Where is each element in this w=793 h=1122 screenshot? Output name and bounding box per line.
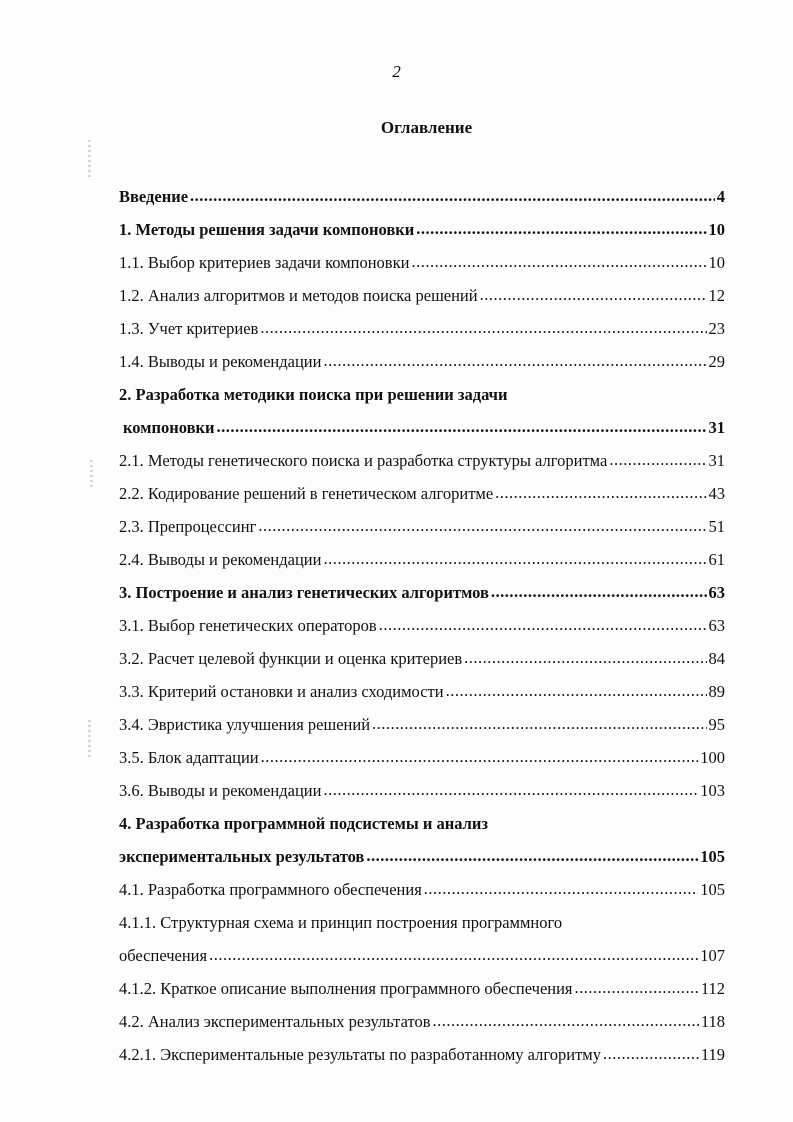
toc-entry-title: 3.4. Эвристика улучшения решений: [119, 714, 371, 734]
dot-leader: [379, 618, 707, 634]
toc-entry-title: 3.2. Расчет целевой функции и оценка критериев: [119, 648, 463, 668]
dot-leader: [495, 486, 706, 502]
toc-entry-title: 4.1. Разработка программного обеспечения: [119, 879, 422, 899]
dot-leader: [609, 453, 706, 469]
toc-entry: [119, 576, 725, 609]
toc-entry-page: 95: [708, 714, 725, 734]
dot-leader: [416, 222, 706, 238]
dot-leader: [323, 552, 706, 568]
toc-entry-title: 3.1. Выбор генетических операторов: [119, 615, 377, 635]
toc-entry: [119, 180, 725, 213]
toc-entry: [119, 642, 725, 675]
toc-entry: [119, 1005, 725, 1038]
toc-entry: [119, 741, 725, 774]
toc-entry-title: Введение: [119, 186, 189, 206]
toc-entry-page: 4: [716, 186, 725, 206]
dot-leader: [424, 882, 698, 898]
toc-entry-title: 2.3. Препроцессинг: [119, 516, 257, 536]
dot-leader: [323, 354, 706, 370]
dot-leader: [372, 717, 706, 733]
toc-entry: [119, 807, 725, 840]
scan-noise: [88, 140, 91, 180]
toc-entry-title: 2. Разработка методики поиска при решении задачи: [119, 384, 508, 404]
toc-entry: [119, 1038, 725, 1071]
dot-leader: [323, 783, 698, 799]
toc-entry-title: 1.4. Выводы и рекомендации: [119, 351, 322, 371]
toc-entry: [119, 774, 725, 807]
toc-entry-title: 2.2. Кодирование решений в генетическом алгоритме: [119, 483, 494, 503]
toc-entry-page: 51: [708, 516, 725, 536]
toc-entry-page: 31: [708, 450, 725, 470]
dot-leader: [433, 1014, 699, 1030]
toc-entry-page: 43: [708, 483, 725, 503]
toc-entry: [119, 246, 725, 279]
toc-entry: [119, 840, 725, 873]
toc-entry-title: 4.2. Анализ экспериментальных результатов: [119, 1011, 431, 1031]
dot-leader: [446, 684, 707, 700]
toc-entry: [119, 444, 725, 477]
toc-entry-page: 23: [708, 318, 725, 338]
toc-entry-page: 61: [708, 549, 725, 569]
toc-entry-title: 3. Построение и анализ генетических алгоритмов: [119, 582, 489, 602]
toc-entry: [119, 378, 725, 411]
toc-entry-title: 1.1. Выбор критериев задачи компоновки: [119, 252, 410, 272]
toc-entry-title: 3.3. Критерий остановки и анализ сходимости: [119, 681, 444, 701]
toc-entry-title: 4.2.1. Экспериментальные результаты по разработанному алгоритму: [119, 1044, 601, 1064]
toc-entry-title: 1.3. Учет критериев: [119, 318, 259, 338]
toc-entry-page: 103: [700, 780, 725, 800]
toc-entry-title: 2.1. Методы генетического поиска и разработка структуры алгоритма: [119, 450, 608, 470]
table-of-contents: [119, 180, 725, 1071]
dot-leader: [258, 519, 706, 535]
toc-entry-title: 2.4. Выводы и рекомендации: [119, 549, 322, 569]
toc-entry-page: 31: [708, 417, 725, 437]
dot-leader: [190, 189, 715, 205]
toc-entry-title: 1. Методы решения задачи компоновки: [119, 219, 415, 239]
toc-entry: [119, 708, 725, 741]
toc-entry-page: 12: [708, 285, 725, 305]
dot-leader: [260, 321, 706, 337]
toc-entry-title: обеспечения: [119, 945, 208, 965]
dot-leader: [366, 849, 698, 865]
toc-entry-title: 4.1.2. Краткое описание выполнения программного обеспечения: [119, 978, 573, 998]
dot-leader: [575, 981, 699, 997]
toc-entry: [119, 312, 725, 345]
toc-entry-page: 89: [708, 681, 725, 701]
dot-leader: [480, 288, 707, 304]
toc-entry-page: 107: [700, 945, 725, 965]
toc-entry-title: компоновки: [123, 417, 215, 437]
toc-entry: [119, 543, 725, 576]
toc-entry-title: 3.6. Выводы и рекомендации: [119, 780, 322, 800]
toc-entry: [119, 411, 725, 444]
dot-leader: [411, 255, 706, 271]
toc-entry-title: 4.1.1. Структурная схема и принцип построения программного: [119, 912, 563, 932]
dot-leader: [603, 1047, 699, 1063]
toc-entry-page: 84: [708, 648, 725, 668]
toc-entry-page: 105: [700, 879, 725, 899]
page-number: 2: [392, 62, 401, 81]
toc-title: Оглавление: [380, 118, 473, 137]
toc-entry-page: 100: [700, 747, 725, 767]
toc-entry: [119, 609, 725, 642]
dot-leader: [464, 651, 706, 667]
toc-entry: [119, 939, 725, 972]
toc-entry: [119, 213, 725, 246]
dot-leader: [491, 585, 707, 601]
toc-entry: [119, 972, 725, 1005]
scan-noise: [90, 460, 93, 490]
toc-entry-page: 29: [708, 351, 725, 371]
toc-entry-page: 105: [700, 846, 725, 866]
toc-entry: [119, 477, 725, 510]
toc-entry-page: 63: [708, 615, 725, 635]
toc-entry-page: 63: [708, 582, 725, 602]
dot-leader: [261, 750, 699, 766]
toc-entry: [119, 345, 725, 378]
toc-entry: [119, 873, 725, 906]
scan-noise: [88, 720, 91, 760]
dot-leader: [217, 420, 707, 436]
toc-entry-page: 10: [708, 219, 725, 239]
toc-entry-page: 118: [700, 1011, 725, 1031]
toc-entry: [119, 675, 725, 708]
toc-entry-title: 3.5. Блок адаптации: [119, 747, 259, 767]
toc-entry: [119, 279, 725, 312]
toc-entry-title: 4. Разработка программной подсистемы и анализ: [119, 813, 489, 833]
toc-entry-page: 119: [700, 1044, 725, 1064]
toc-entry-page: 112: [700, 978, 725, 998]
toc-entry-title: экспериментальных результатов: [119, 846, 365, 866]
toc-entry-page: 10: [708, 252, 725, 272]
toc-entry-title: 1.2. Анализ алгоритмов и методов поиска решений: [119, 285, 478, 305]
toc-entry: [119, 906, 725, 939]
toc-entry: [119, 510, 725, 543]
dot-leader: [209, 948, 698, 964]
